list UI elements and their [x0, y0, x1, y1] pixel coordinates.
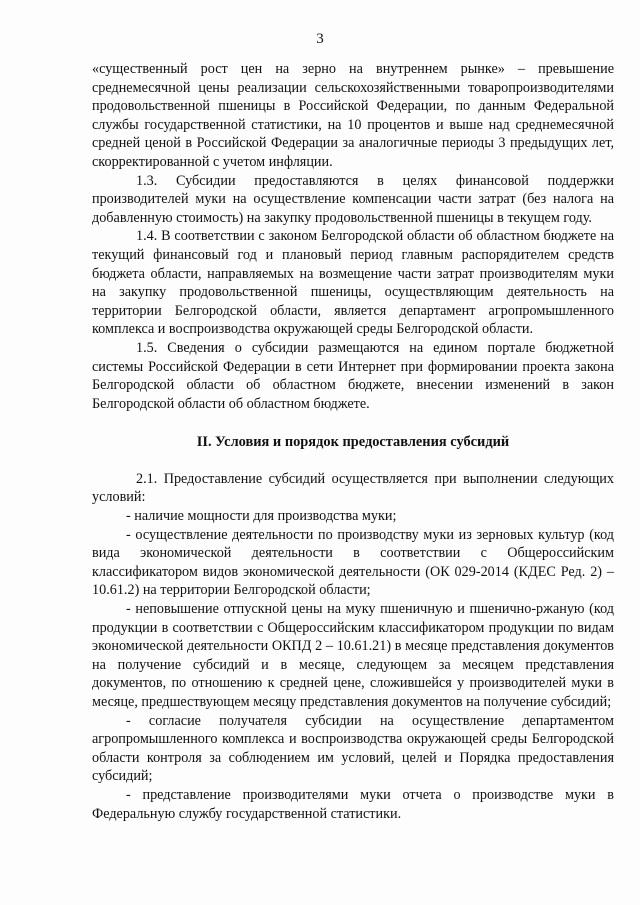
paragraph-2-1: 2.1. Предоставление субсидий осуществляется при выполнении следующих условий: [92, 470, 614, 506]
section-heading: II. Условия и порядок предоставления субсидий [196, 434, 510, 451]
condition-item: - представление производителями муки отчета о производстве муки в Федеральную службу государственной статистики. [92, 786, 614, 822]
page-number: 3 [316, 31, 324, 47]
condition-item: - наличие мощности для производства муки; [126, 508, 397, 525]
condition-item: - осуществление деятельности по производству муки из зерновых культур (код вида экономической деятельности в соответствии с Общероссийским классификатором видов экономической деятельности (ОК 029-2014 (КДЕС Ред. 2) – 10.61.2) на территории Белгородской области; [92, 526, 614, 599]
paragraph-1-3: 1.3. Субсидии предоставляются в целях финансовой поддержки производителей муки на осуществление компенсации части затрат (без налога на добавленную стоимость) на закупку продовольственной пшеницы в текущем году. [92, 172, 614, 226]
condition-item: - неповышение отпускной цены на муку пшеничную и пшенично-ржаную (код продукции в соответствии с Общероссийским классификатором продукции по видам экономической деятельности ОКПД 2 – 10.61.21) в месяце представления документов на получение субсидий и в месяце, следующем за месяцем представления документов, по отношению к средней цене, сложившейся у производителей муки в месяце, предшествующем месяцу представления документов на получение субсидий; [92, 601, 614, 710]
document-body [92, 60, 614, 823]
paragraph-1-4: 1.4. В соответствии с законом Белгородской области об областном бюджете на текущий финансовый год и плановый период главным распорядителем средств бюджета области, направляемых на возмещение части затрат производителям муки на закупку продовольственной пшеницы, осуществляющим деятельность на территории Белгородской области, является департамент агропромышленного комплекса и воспроизводства окружающей среды Белгородской области. [92, 228, 614, 338]
paragraph-definition: «существенный рост цен на зерно на внутреннем рынке» – превышение среднемесячной цены реализации сельскохозяйственными товаропроизводителями продовольственной пшеницы в Российской Федерации, по данным Федеральной службы государственной статистики, на 10 процентов и выше над среднемесячной средней ценой в Российской Федерации за аналогичные периоды 3 предыдущих лет, скорректированной с учетом инфляции. [92, 61, 614, 170]
condition-item: - согласие получателя субсидии на осуществление департаментом агропромышленного комплекса и воспроизводства окружающей среды Белгородской области контроля за соблюдением им условий, целей и Порядка предоставления субсидий; [92, 712, 614, 785]
paragraph-1-5: 1.5. Сведения о субсидии размещаются на едином портале бюджетной системы Российской Федерации в сети Интернет при формировании проекта закона Белгородской области об областном бюджете, внесении изменений в закон Белгородской области об областном бюджете. [92, 339, 614, 412]
